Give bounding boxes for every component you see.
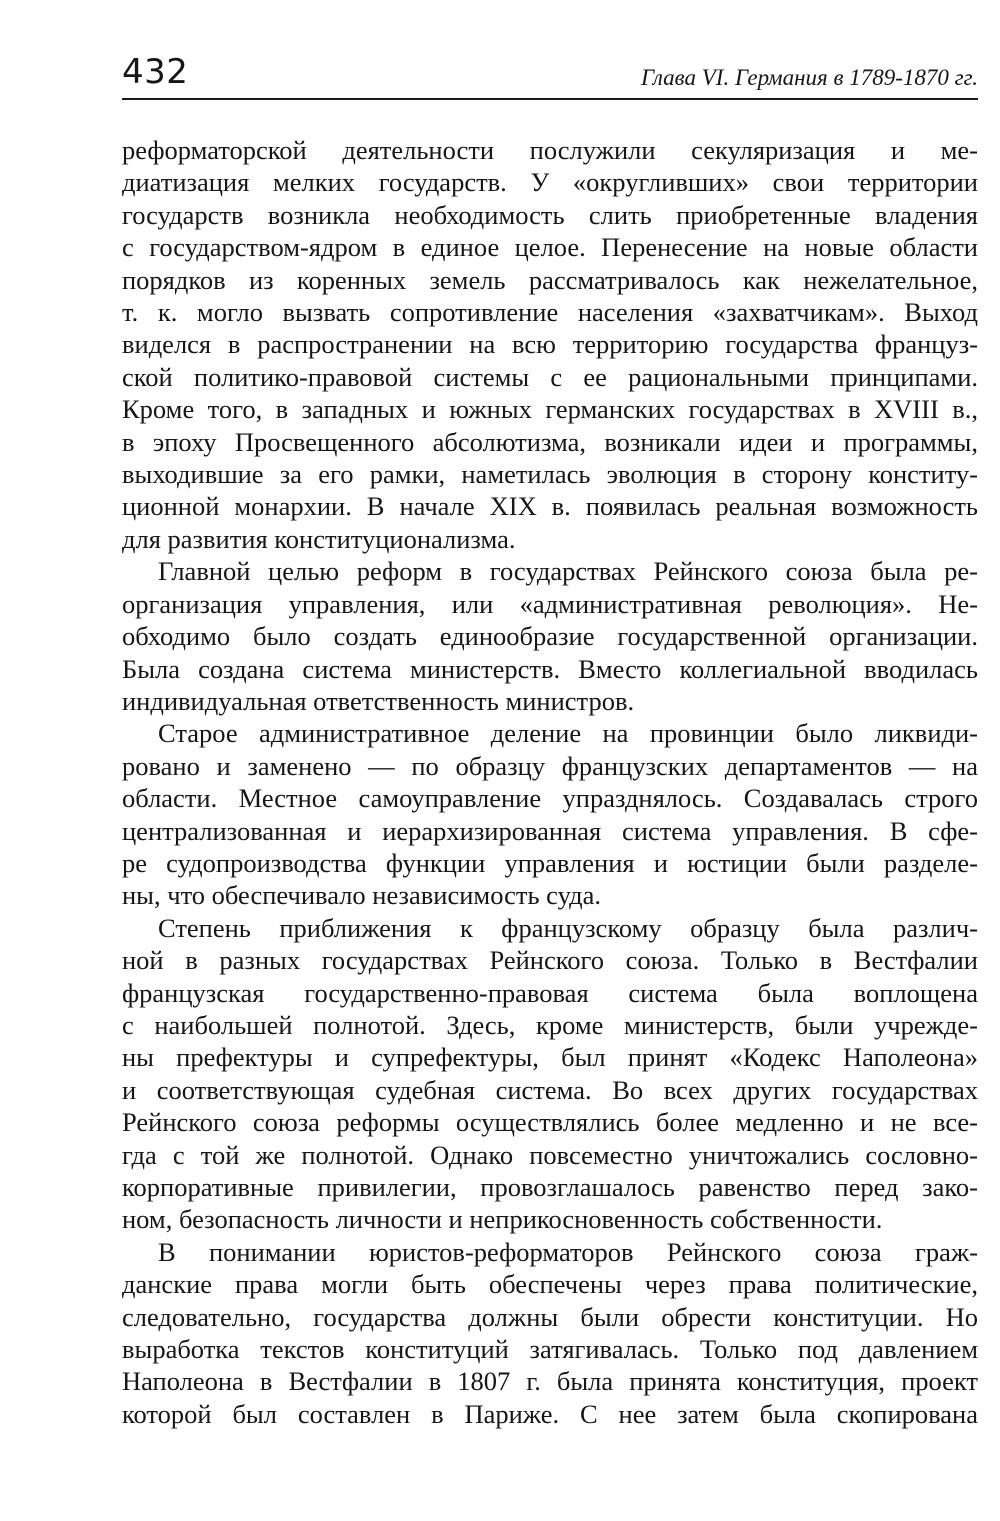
text-line: выходившие за его рамки, наметилась эволюция в сторону конститу-	[122, 459, 978, 490]
text-line: французская государственно-правовая система была воплощена	[122, 977, 978, 1008]
paragraph	[122, 134, 978, 555]
text-line: гда с той же полнотой. Однако повсеместно уничтожались сословно-	[122, 1139, 978, 1170]
text-line: ровано и заменено — по образцу французских департаментов — на	[122, 750, 978, 781]
paragraph	[122, 1236, 978, 1430]
text-line: выработка текстов конституций затягивалась. Только под давлением	[122, 1334, 978, 1365]
text-line: т. к. могло вызвать сопротивление населения «захватчикам». Выход	[122, 297, 978, 328]
text-line: диатизация мелких государств. У «округливших» свои территории	[122, 167, 978, 198]
text-line: виделся в распространении на всю территорию государства француз-	[122, 329, 978, 360]
paragraph	[122, 912, 978, 1236]
text-line: ционной монархии. В начале XIX в. появилась реальная возможность	[122, 491, 978, 522]
text-line: обходимо было создать единообразие государственной организации.	[122, 621, 978, 652]
text-line: Была создана система министерств. Вместо коллегиальной вводилась	[122, 653, 978, 684]
text-line: Степень приближения к французскому образцу была различ-	[158, 912, 978, 943]
text-line: в эпоху Просвещенного абсолютизма, возникали идеи и программы,	[122, 426, 978, 457]
text-line: Главной целью реформ в государствах Рейнского союза была ре-	[158, 556, 978, 587]
text-line: Старое административное деление на провинции было ликвиди-	[158, 718, 978, 749]
text-line: государств возникла необходимость слить приобретенные владения	[122, 199, 978, 230]
text-line: порядков из коренных земель рассматривалось как нежелательное,	[122, 264, 978, 295]
text-line: и соответствующая судебная система. Во всех других государствах	[122, 1074, 978, 1105]
page-header	[122, 50, 978, 100]
text-line: организация управления, или «административная революция». Не-	[122, 588, 978, 619]
text-line: ной в разных государствах Рейнского союза. Только в Вестфалии	[122, 945, 978, 976]
text-line: ны, что обеспечивало независимость суда.	[122, 880, 602, 911]
text-line: с наибольшей полнотой. Здесь, кроме министерств, были учрежде-	[122, 1009, 978, 1040]
text-line: данские права могли быть обеспечены через права политические,	[122, 1269, 978, 1300]
text-line: В понимании юристов-реформаторов Рейнского союза граж-	[158, 1236, 978, 1267]
text-line: индивидуальная ответственность министров.	[122, 685, 635, 716]
text-line: централизованная и иерархизированная система управления. В сфе-	[122, 815, 978, 846]
text-line: следовательно, государства должны были обрести конституции. Но	[122, 1301, 978, 1332]
text-line: Кроме того, в западных и южных германских государствах в XVIII в.,	[122, 394, 978, 425]
text-line: области. Местное самоуправление упразднялось. Создавалась строго	[122, 783, 978, 814]
text-line: Рейнского союза реформы осуществлялись более медленно и не все-	[122, 1107, 978, 1138]
text-line: которой был составлен в Париже. С нее затем была скопирована	[122, 1398, 978, 1429]
page-number: 432	[122, 52, 189, 92]
paragraph	[122, 555, 978, 717]
running-head: Глава VI. Германия в 1789-1870 гг.	[641, 65, 978, 90]
text-line: ны префектуры и супрефектуры, был принят «Кодекс Наполеона»	[122, 1042, 978, 1073]
text-line: ре судопроизводства функции управления и юстиции были разделе-	[122, 847, 978, 878]
text-line: с государством-ядром в единое целое. Перенесение на новые области	[122, 232, 978, 263]
text-line: Наполеона в Вестфалии в 1807 г. была принята конституция, проект	[122, 1366, 978, 1397]
text-line: реформаторской деятельности послужили секуляризация и ме-	[122, 135, 978, 165]
text-line: ном, безопасность личности и неприкосновенность собственности.	[122, 1204, 883, 1235]
paragraph	[122, 717, 978, 911]
text-line: ской политико-правовой системы с ее рациональными принципами.	[122, 361, 978, 392]
text-line: для развития конституционализма.	[122, 523, 516, 554]
text-line: корпоративные привилегии, провозглашалось равенство перед зако-	[122, 1172, 978, 1202]
page-body	[122, 134, 978, 1430]
book-page	[122, 50, 978, 1470]
